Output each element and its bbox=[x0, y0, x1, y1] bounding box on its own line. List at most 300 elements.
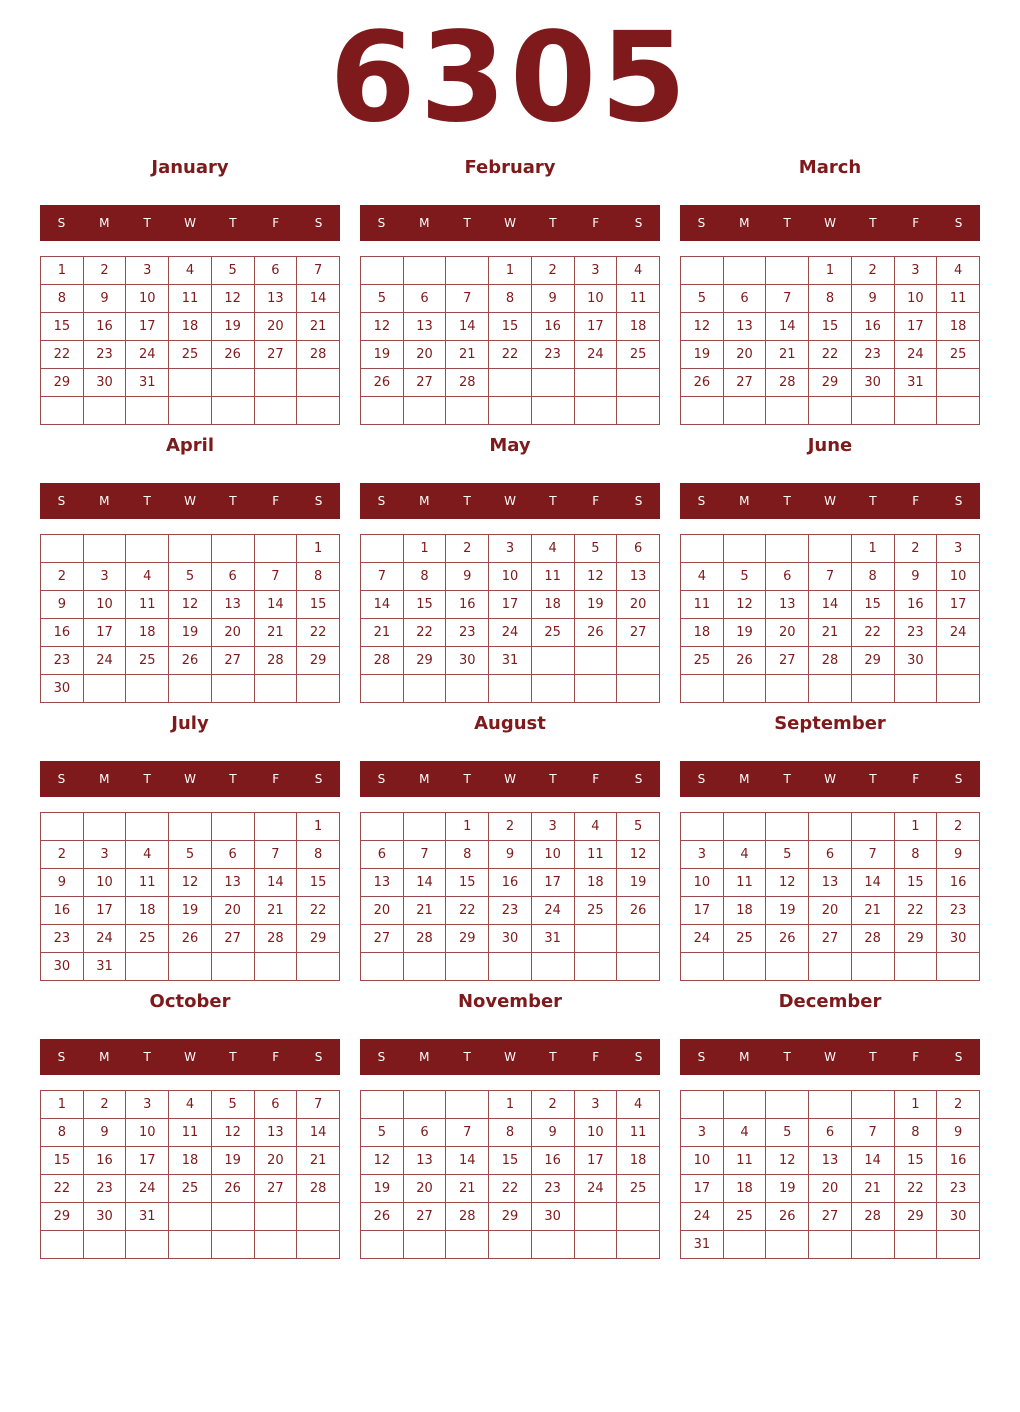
day-cell bbox=[361, 675, 404, 703]
weekday-header bbox=[360, 761, 660, 797]
week-row bbox=[361, 619, 660, 647]
day-cell: 13 bbox=[403, 313, 446, 341]
weekday-label: S bbox=[377, 772, 386, 786]
week-row bbox=[681, 563, 980, 591]
day-cell: 30 bbox=[446, 647, 489, 675]
day-cell: 28 bbox=[446, 1203, 489, 1231]
weekday-label: W bbox=[504, 494, 516, 508]
day-cell bbox=[809, 813, 852, 841]
day-cell: 23 bbox=[937, 897, 980, 925]
day-cell: 19 bbox=[361, 341, 404, 369]
day-cell: 17 bbox=[574, 1147, 617, 1175]
day-cell: 23 bbox=[851, 341, 894, 369]
day-cell bbox=[574, 953, 617, 981]
day-cell: 3 bbox=[489, 535, 532, 563]
day-cell bbox=[211, 813, 254, 841]
week-row bbox=[361, 341, 660, 369]
day-cell: 17 bbox=[681, 897, 724, 925]
month-name: September bbox=[774, 713, 886, 734]
week-row bbox=[41, 869, 340, 897]
day-cell: 18 bbox=[937, 313, 980, 341]
day-cell: 5 bbox=[169, 563, 212, 591]
day-cell bbox=[254, 953, 297, 981]
weekday-label: T bbox=[463, 216, 471, 230]
day-cell: 5 bbox=[681, 285, 724, 313]
day-cell: 22 bbox=[297, 897, 340, 925]
day-cell: 26 bbox=[361, 1203, 404, 1231]
day-cell: 29 bbox=[41, 1203, 84, 1231]
day-cell: 28 bbox=[809, 647, 852, 675]
day-cell: 21 bbox=[809, 619, 852, 647]
day-cell: 10 bbox=[937, 563, 980, 591]
day-cell bbox=[489, 953, 532, 981]
day-cell: 3 bbox=[126, 1091, 169, 1119]
day-cell: 16 bbox=[489, 869, 532, 897]
weekday-label: W bbox=[184, 1050, 196, 1064]
day-cell: 17 bbox=[83, 619, 126, 647]
day-cell: 29 bbox=[403, 647, 446, 675]
day-cell: 28 bbox=[297, 341, 340, 369]
day-grid bbox=[40, 534, 340, 703]
day-cell: 29 bbox=[851, 647, 894, 675]
week-row bbox=[681, 953, 980, 981]
week-row bbox=[41, 1175, 340, 1203]
weekday-label: T bbox=[549, 216, 557, 230]
week-row bbox=[681, 535, 980, 563]
day-cell: 20 bbox=[254, 1147, 297, 1175]
day-cell bbox=[766, 813, 809, 841]
week-row bbox=[41, 675, 340, 703]
week-row bbox=[681, 313, 980, 341]
day-cell bbox=[403, 257, 446, 285]
day-cell: 6 bbox=[766, 563, 809, 591]
day-cell: 18 bbox=[126, 897, 169, 925]
day-cell: 24 bbox=[126, 341, 169, 369]
day-cell bbox=[894, 675, 937, 703]
day-cell: 9 bbox=[531, 1119, 574, 1147]
day-cell bbox=[446, 675, 489, 703]
day-cell: 13 bbox=[211, 591, 254, 619]
day-cell: 19 bbox=[617, 869, 660, 897]
day-grid bbox=[40, 256, 340, 425]
day-cell: 17 bbox=[126, 1147, 169, 1175]
day-cell: 21 bbox=[254, 619, 297, 647]
day-cell: 25 bbox=[169, 341, 212, 369]
day-cell bbox=[574, 647, 617, 675]
day-cell: 18 bbox=[574, 869, 617, 897]
month-name: March bbox=[798, 157, 862, 178]
weekday-label: S bbox=[377, 1050, 386, 1064]
day-cell: 13 bbox=[403, 1147, 446, 1175]
week-row bbox=[361, 869, 660, 897]
day-cell: 3 bbox=[574, 1091, 617, 1119]
day-cell bbox=[681, 397, 724, 425]
weekday-label: T bbox=[869, 772, 877, 786]
day-cell: 2 bbox=[531, 257, 574, 285]
day-cell: 12 bbox=[617, 841, 660, 869]
day-cell: 8 bbox=[297, 563, 340, 591]
day-cell: 5 bbox=[361, 285, 404, 313]
weekday-label: T bbox=[143, 1050, 151, 1064]
year-title: 6305 bbox=[329, 6, 691, 150]
day-cell: 29 bbox=[41, 369, 84, 397]
day-cell: 15 bbox=[894, 1147, 937, 1175]
weekday-label: S bbox=[314, 1050, 323, 1064]
day-grid bbox=[680, 534, 980, 703]
day-cell: 21 bbox=[297, 1147, 340, 1175]
day-cell: 25 bbox=[574, 897, 617, 925]
day-cell: 21 bbox=[403, 897, 446, 925]
weekday-label: S bbox=[634, 1050, 643, 1064]
day-cell: 18 bbox=[169, 1147, 212, 1175]
day-cell: 29 bbox=[446, 925, 489, 953]
day-cell: 9 bbox=[41, 591, 84, 619]
day-cell: 15 bbox=[297, 591, 340, 619]
day-cell bbox=[403, 675, 446, 703]
weekday-label: W bbox=[184, 216, 196, 230]
day-cell: 28 bbox=[254, 925, 297, 953]
weekday-header bbox=[680, 483, 980, 519]
day-cell: 23 bbox=[446, 619, 489, 647]
day-cell bbox=[766, 535, 809, 563]
day-cell: 2 bbox=[83, 1091, 126, 1119]
day-cell: 2 bbox=[41, 563, 84, 591]
day-cell bbox=[489, 1231, 532, 1259]
day-cell: 21 bbox=[297, 313, 340, 341]
day-cell: 7 bbox=[851, 841, 894, 869]
day-cell: 14 bbox=[766, 313, 809, 341]
weekday-label: T bbox=[229, 772, 237, 786]
day-cell: 29 bbox=[297, 647, 340, 675]
day-cell: 4 bbox=[617, 1091, 660, 1119]
day-cell bbox=[937, 369, 980, 397]
day-cell: 9 bbox=[531, 285, 574, 313]
day-cell: 8 bbox=[41, 1119, 84, 1147]
weekday-label: S bbox=[377, 216, 386, 230]
day-cell bbox=[851, 675, 894, 703]
weekday-label: T bbox=[143, 772, 151, 786]
day-cell: 7 bbox=[297, 257, 340, 285]
month-name: April bbox=[165, 435, 215, 456]
day-cell bbox=[851, 1231, 894, 1259]
day-cell: 6 bbox=[254, 257, 297, 285]
day-cell bbox=[403, 397, 446, 425]
day-cell bbox=[809, 397, 852, 425]
week-row bbox=[41, 591, 340, 619]
day-cell: 27 bbox=[254, 1175, 297, 1203]
day-cell: 19 bbox=[361, 1175, 404, 1203]
day-cell: 1 bbox=[403, 535, 446, 563]
day-cell bbox=[254, 397, 297, 425]
day-cell: 4 bbox=[723, 841, 766, 869]
day-cell bbox=[851, 953, 894, 981]
day-cell: 10 bbox=[574, 1119, 617, 1147]
week-row bbox=[41, 1231, 340, 1259]
week-row bbox=[41, 619, 340, 647]
day-cell: 24 bbox=[937, 619, 980, 647]
day-cell bbox=[531, 953, 574, 981]
week-row bbox=[41, 341, 340, 369]
day-cell: 22 bbox=[809, 341, 852, 369]
week-row bbox=[361, 563, 660, 591]
day-cell: 6 bbox=[809, 841, 852, 869]
weekday-label: T bbox=[783, 216, 791, 230]
day-cell: 25 bbox=[531, 619, 574, 647]
day-cell bbox=[574, 1203, 617, 1231]
day-cell bbox=[126, 675, 169, 703]
day-cell: 21 bbox=[446, 1175, 489, 1203]
day-cell: 8 bbox=[489, 1119, 532, 1147]
day-cell bbox=[297, 397, 340, 425]
day-cell: 27 bbox=[403, 369, 446, 397]
month-name: January bbox=[151, 157, 229, 178]
day-cell: 12 bbox=[211, 285, 254, 313]
day-cell: 27 bbox=[617, 619, 660, 647]
week-row bbox=[681, 675, 980, 703]
day-cell: 4 bbox=[126, 563, 169, 591]
day-cell: 10 bbox=[681, 1147, 724, 1175]
week-row bbox=[361, 925, 660, 953]
day-cell: 23 bbox=[489, 897, 532, 925]
day-cell: 2 bbox=[894, 535, 937, 563]
week-row bbox=[41, 563, 340, 591]
day-cell: 5 bbox=[723, 563, 766, 591]
day-cell: 11 bbox=[574, 841, 617, 869]
day-cell: 3 bbox=[574, 257, 617, 285]
day-cell: 24 bbox=[681, 1203, 724, 1231]
day-cell bbox=[297, 1231, 340, 1259]
day-cell: 22 bbox=[489, 1175, 532, 1203]
day-cell bbox=[83, 813, 126, 841]
day-cell: 22 bbox=[489, 341, 532, 369]
weekday-label: F bbox=[592, 772, 600, 786]
day-cell bbox=[937, 953, 980, 981]
day-cell: 1 bbox=[41, 1091, 84, 1119]
day-cell bbox=[126, 813, 169, 841]
day-cell: 14 bbox=[851, 1147, 894, 1175]
day-cell: 16 bbox=[41, 897, 84, 925]
week-row bbox=[361, 369, 660, 397]
day-grid bbox=[680, 256, 980, 425]
weekday-label: S bbox=[314, 216, 323, 230]
day-cell: 13 bbox=[723, 313, 766, 341]
weekday-label: S bbox=[634, 216, 643, 230]
day-cell: 5 bbox=[169, 841, 212, 869]
day-cell bbox=[169, 535, 212, 563]
day-cell: 7 bbox=[851, 1119, 894, 1147]
day-cell bbox=[83, 535, 126, 563]
day-cell: 11 bbox=[169, 1119, 212, 1147]
weekday-label: F bbox=[272, 772, 280, 786]
month-name: October bbox=[149, 991, 231, 1012]
day-cell: 3 bbox=[937, 535, 980, 563]
day-grid bbox=[680, 1090, 980, 1259]
day-cell: 28 bbox=[851, 1203, 894, 1231]
day-cell: 23 bbox=[83, 341, 126, 369]
day-cell: 16 bbox=[937, 1147, 980, 1175]
day-cell: 30 bbox=[83, 1203, 126, 1231]
day-cell: 31 bbox=[681, 1231, 724, 1259]
day-cell: 19 bbox=[211, 313, 254, 341]
weekday-label: W bbox=[184, 772, 196, 786]
day-cell: 14 bbox=[809, 591, 852, 619]
day-cell bbox=[723, 535, 766, 563]
weekday-label: S bbox=[697, 494, 706, 508]
day-cell bbox=[809, 1091, 852, 1119]
day-cell: 26 bbox=[574, 619, 617, 647]
day-cell: 20 bbox=[766, 619, 809, 647]
week-row bbox=[361, 1175, 660, 1203]
day-cell: 1 bbox=[297, 813, 340, 841]
week-row bbox=[361, 1231, 660, 1259]
day-cell bbox=[574, 925, 617, 953]
day-cell: 13 bbox=[254, 285, 297, 313]
week-row bbox=[681, 841, 980, 869]
day-cell: 6 bbox=[211, 841, 254, 869]
day-cell: 8 bbox=[894, 1119, 937, 1147]
day-cell: 27 bbox=[766, 647, 809, 675]
day-cell bbox=[681, 813, 724, 841]
day-cell: 18 bbox=[723, 897, 766, 925]
day-cell: 21 bbox=[851, 1175, 894, 1203]
day-cell bbox=[41, 535, 84, 563]
day-cell bbox=[723, 675, 766, 703]
day-grid bbox=[360, 1090, 660, 1259]
day-cell: 15 bbox=[489, 1147, 532, 1175]
weekday-label: T bbox=[463, 1050, 471, 1064]
day-cell: 10 bbox=[126, 1119, 169, 1147]
week-row bbox=[681, 1231, 980, 1259]
day-cell: 7 bbox=[297, 1091, 340, 1119]
weekday-label: F bbox=[912, 494, 920, 508]
day-cell: 12 bbox=[766, 869, 809, 897]
week-row bbox=[681, 897, 980, 925]
weekday-label: T bbox=[229, 494, 237, 508]
day-cell bbox=[83, 1231, 126, 1259]
day-cell: 30 bbox=[41, 675, 84, 703]
day-cell: 8 bbox=[41, 285, 84, 313]
day-cell: 16 bbox=[41, 619, 84, 647]
day-cell bbox=[809, 1231, 852, 1259]
day-cell: 6 bbox=[403, 285, 446, 313]
week-row bbox=[41, 897, 340, 925]
day-cell: 4 bbox=[723, 1119, 766, 1147]
day-cell: 23 bbox=[41, 925, 84, 953]
weekday-label: S bbox=[57, 1050, 66, 1064]
week-row bbox=[361, 897, 660, 925]
week-row bbox=[361, 813, 660, 841]
week-row bbox=[361, 285, 660, 313]
day-cell: 2 bbox=[41, 841, 84, 869]
month-name: May bbox=[489, 435, 531, 456]
weekday-label: T bbox=[463, 494, 471, 508]
week-row bbox=[681, 1147, 980, 1175]
day-cell: 3 bbox=[531, 813, 574, 841]
day-cell: 3 bbox=[126, 257, 169, 285]
day-cell: 22 bbox=[297, 619, 340, 647]
day-cell bbox=[766, 675, 809, 703]
weekday-header bbox=[680, 205, 980, 241]
day-cell: 10 bbox=[531, 841, 574, 869]
day-cell: 23 bbox=[41, 647, 84, 675]
day-cell bbox=[531, 675, 574, 703]
day-cell: 17 bbox=[531, 869, 574, 897]
weekday-label: M bbox=[739, 1050, 750, 1064]
day-cell: 24 bbox=[894, 341, 937, 369]
day-cell bbox=[531, 397, 574, 425]
day-cell: 30 bbox=[83, 369, 126, 397]
day-cell bbox=[361, 397, 404, 425]
day-cell bbox=[403, 1091, 446, 1119]
day-cell: 30 bbox=[41, 953, 84, 981]
day-cell: 10 bbox=[574, 285, 617, 313]
weekday-label: S bbox=[634, 772, 643, 786]
week-row bbox=[41, 257, 340, 285]
day-cell bbox=[126, 397, 169, 425]
day-cell: 28 bbox=[851, 925, 894, 953]
day-cell: 1 bbox=[894, 1091, 937, 1119]
day-cell: 29 bbox=[894, 1203, 937, 1231]
day-cell bbox=[41, 1231, 84, 1259]
day-cell bbox=[254, 1203, 297, 1231]
month-name: November bbox=[457, 991, 563, 1012]
day-cell: 22 bbox=[851, 619, 894, 647]
day-cell bbox=[211, 1203, 254, 1231]
day-cell bbox=[126, 953, 169, 981]
day-cell: 23 bbox=[894, 619, 937, 647]
day-cell: 8 bbox=[403, 563, 446, 591]
day-cell: 11 bbox=[126, 591, 169, 619]
day-cell: 1 bbox=[41, 257, 84, 285]
month-name: December bbox=[778, 991, 882, 1012]
weekday-label: T bbox=[229, 1050, 237, 1064]
weekday-label: M bbox=[419, 772, 430, 786]
weekday-label: S bbox=[314, 494, 323, 508]
week-row bbox=[361, 1119, 660, 1147]
day-cell bbox=[617, 675, 660, 703]
day-cell: 18 bbox=[617, 1147, 660, 1175]
day-cell: 2 bbox=[937, 1091, 980, 1119]
weekday-label: T bbox=[869, 216, 877, 230]
day-cell: 11 bbox=[937, 285, 980, 313]
day-cell: 25 bbox=[126, 925, 169, 953]
day-cell: 9 bbox=[851, 285, 894, 313]
day-grid bbox=[40, 1090, 340, 1259]
day-cell: 9 bbox=[446, 563, 489, 591]
day-cell: 22 bbox=[894, 1175, 937, 1203]
day-cell: 25 bbox=[617, 341, 660, 369]
day-cell: 16 bbox=[894, 591, 937, 619]
day-cell: 16 bbox=[937, 869, 980, 897]
weekday-label: T bbox=[783, 494, 791, 508]
day-cell bbox=[617, 647, 660, 675]
weekday-label: T bbox=[549, 772, 557, 786]
day-cell: 12 bbox=[723, 591, 766, 619]
weekday-label: M bbox=[739, 494, 750, 508]
day-cell bbox=[617, 397, 660, 425]
week-row bbox=[361, 1091, 660, 1119]
weekday-header bbox=[680, 761, 980, 797]
day-cell bbox=[851, 1091, 894, 1119]
day-cell bbox=[361, 1091, 404, 1119]
day-cell: 9 bbox=[83, 285, 126, 313]
day-cell bbox=[211, 535, 254, 563]
weekday-label: T bbox=[783, 1050, 791, 1064]
day-cell bbox=[681, 535, 724, 563]
day-cell: 31 bbox=[126, 369, 169, 397]
day-cell: 9 bbox=[41, 869, 84, 897]
weekday-label: S bbox=[697, 1050, 706, 1064]
